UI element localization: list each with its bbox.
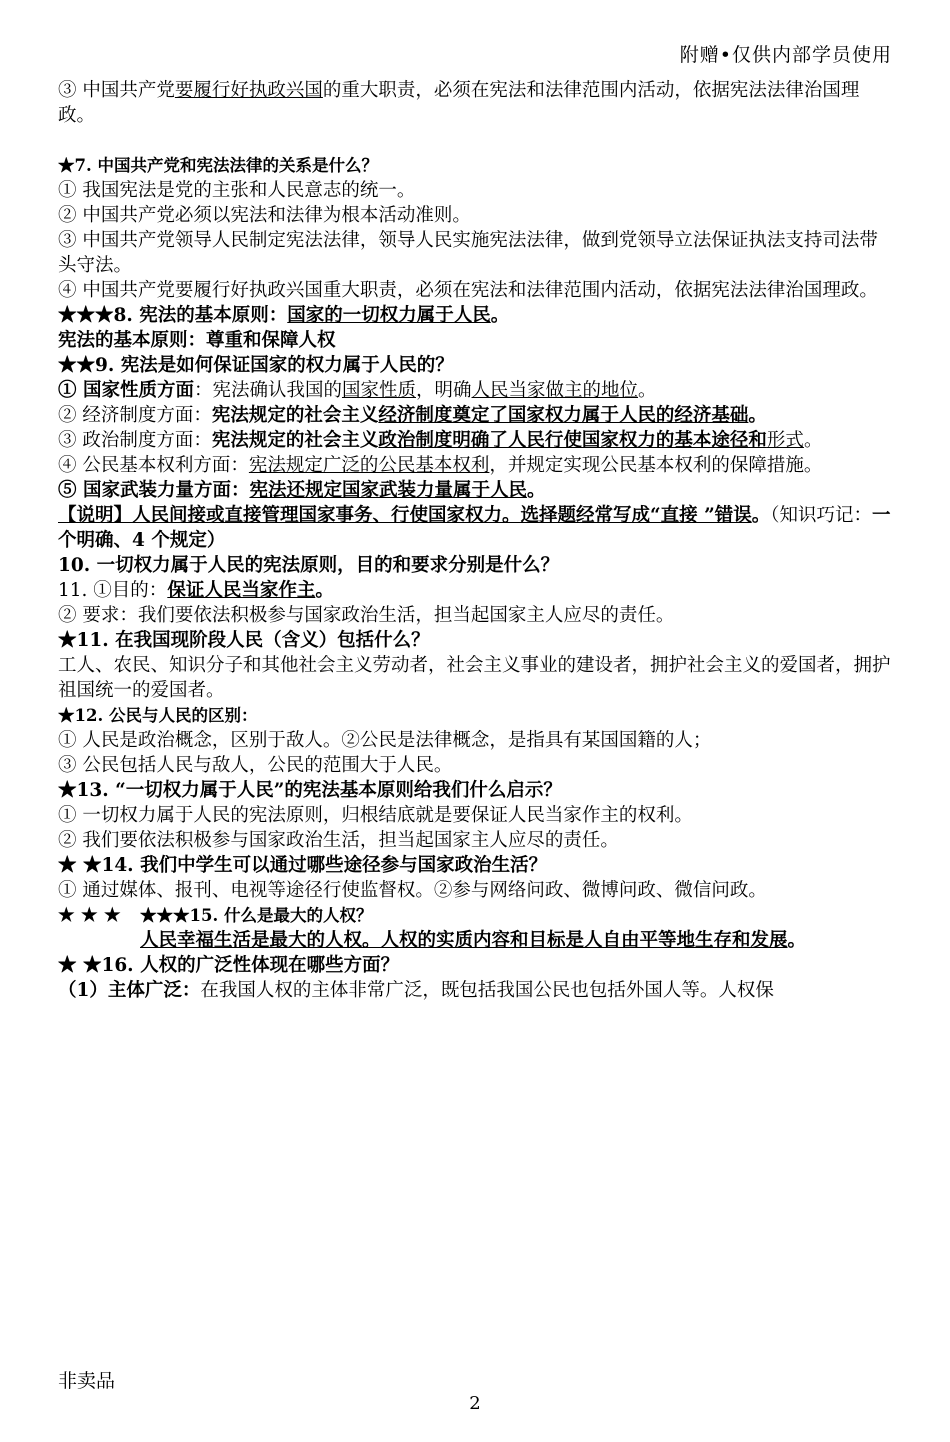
question-15-block bbox=[58, 903, 892, 928]
question-7: ★7. 中国共产党和宪法法律的关系是什么？ bbox=[58, 156, 378, 175]
star-rating: ★ ★ ★ bbox=[58, 905, 121, 926]
question-10: 10. 一切权力属于人民的宪法原则，目的和要求分别是什么？ bbox=[58, 555, 560, 576]
paragraph-l1: ③ 中国共产党要履行好执政兴国的重大职责，必须在宪法和法律范围内活动，依据宪法法律治国理政。 bbox=[58, 80, 860, 126]
answer-7-3: ③ 中国共产党领导人民制定宪法法律，领导人民实施宪法法律，做到党领导立法保证执法支持司法带头守法。 bbox=[58, 230, 878, 276]
note: 【说明】人民间接或直接管理国家事务、行使国家权力。选择题经常写成“直接 ”错误。（知识巧记：一个明确、4 个规定） bbox=[58, 505, 891, 551]
question-14: ★ ★14. 我们中学生可以通过哪些途径参与国家政治生活？ bbox=[58, 855, 548, 876]
answer-11-1: 工人、农民、知识分子和其他社会主义劳动者，社会主义事业的建设者，拥护社会主义的爱国者，拥护祖国统一的爱国者。 bbox=[58, 655, 891, 701]
answer-9-4: ④ 公民基本权利方面：宪法规定广泛的公民基本权利，并规定实现公民基本权利的保障措施。 bbox=[58, 455, 823, 476]
page-number: 2 bbox=[469, 1393, 481, 1414]
answer-12-1: ① 人民是政治概念，区别于敌人。②公民是法律概念，是指具有某国国籍的人； bbox=[58, 730, 712, 751]
question-11: ★11. 在我国现阶段人民（含义）包括什么？ bbox=[58, 630, 430, 651]
answer-14-1: ① 通过媒体、报刊、电视等途径行使监督权。②参与网络问政、微博问政、微信问政。 bbox=[58, 880, 767, 901]
answer-15-1: 人民幸福生活是最大的人权。人权的实质内容和目标是人自由平等地生存和发展。 bbox=[140, 930, 807, 951]
answer-7-4: ④ 中国共产党要履行好执政兴国重大职责，必须在宪法和法律范围内活动，依据宪法法律治国理政。 bbox=[58, 280, 878, 301]
question-12: ★12. 公民与人民的区别： bbox=[58, 706, 258, 725]
question-15: ★★★15. 什么是最大的人权？ bbox=[140, 906, 373, 925]
principle-human-rights: 宪法的基本原则：尊重和保障人权 bbox=[58, 330, 336, 351]
answer-9-3: ③ 政治制度方面：宪法规定的社会主义政治制度明确了人民行使国家权力的基本途径和形式。 bbox=[58, 430, 823, 451]
answer-9-2: ② 经济制度方面：宪法规定的社会主义经济制度奠定了国家权力属于人民的经济基础。 bbox=[58, 405, 767, 426]
question-9: ★★9. 宪法是如何保证国家的权力属于人民的？ bbox=[58, 355, 454, 376]
answer-9-1: ① 国家性质方面：宪法确认我国的国家性质，明确人民当家做主的地位。 bbox=[58, 380, 657, 401]
answer-10-1: 11. ①目的：保证人民当家作主。 bbox=[58, 580, 334, 601]
footer-label: 非卖品 bbox=[58, 1370, 116, 1392]
answer-9-5: ⑤ 国家武装力量方面：宪法还规定国家武装力量属于人民。 bbox=[58, 480, 546, 501]
answer-7-2: ② 中国共产党必须以宪法和法律为根本活动准则。 bbox=[58, 205, 471, 226]
page-header: 附赠•仅供内部学员使用 bbox=[679, 44, 892, 66]
answer-12-2: ③ 公民包括人民与敌人，公民的范围大于人民。 bbox=[58, 755, 453, 776]
answer-13-2: ② 我们要依法积极参与国家政治生活，担当起国家主人应尽的责任。 bbox=[58, 830, 619, 851]
document-body bbox=[58, 78, 892, 1003]
answer-10-2: ② 要求：我们要依法积极参与国家政治生活，担当起国家主人应尽的责任。 bbox=[58, 605, 675, 626]
question-16: ★ ★16. 人权的广泛性体现在哪些方面？ bbox=[58, 955, 400, 976]
question-8: ★★★8. 宪法的基本原则：国家的一切权力属于人民。 bbox=[58, 305, 510, 326]
answer-7-1: ① 我国宪法是党的主张和人民意志的统一。 bbox=[58, 180, 416, 201]
answer-16-1: （1）主体广泛：在我国人权的主体非常广泛，既包括我国公民也包括外国人等。人权保 bbox=[58, 980, 774, 1001]
question-13: ★13. “一切权力属于人民”的宪法基本原则给我们什么启示？ bbox=[58, 780, 562, 801]
answer-13-1: ① 一切权力属于人民的宪法原则，归根结底就是要保证人民当家作主的权利。 bbox=[58, 805, 693, 826]
